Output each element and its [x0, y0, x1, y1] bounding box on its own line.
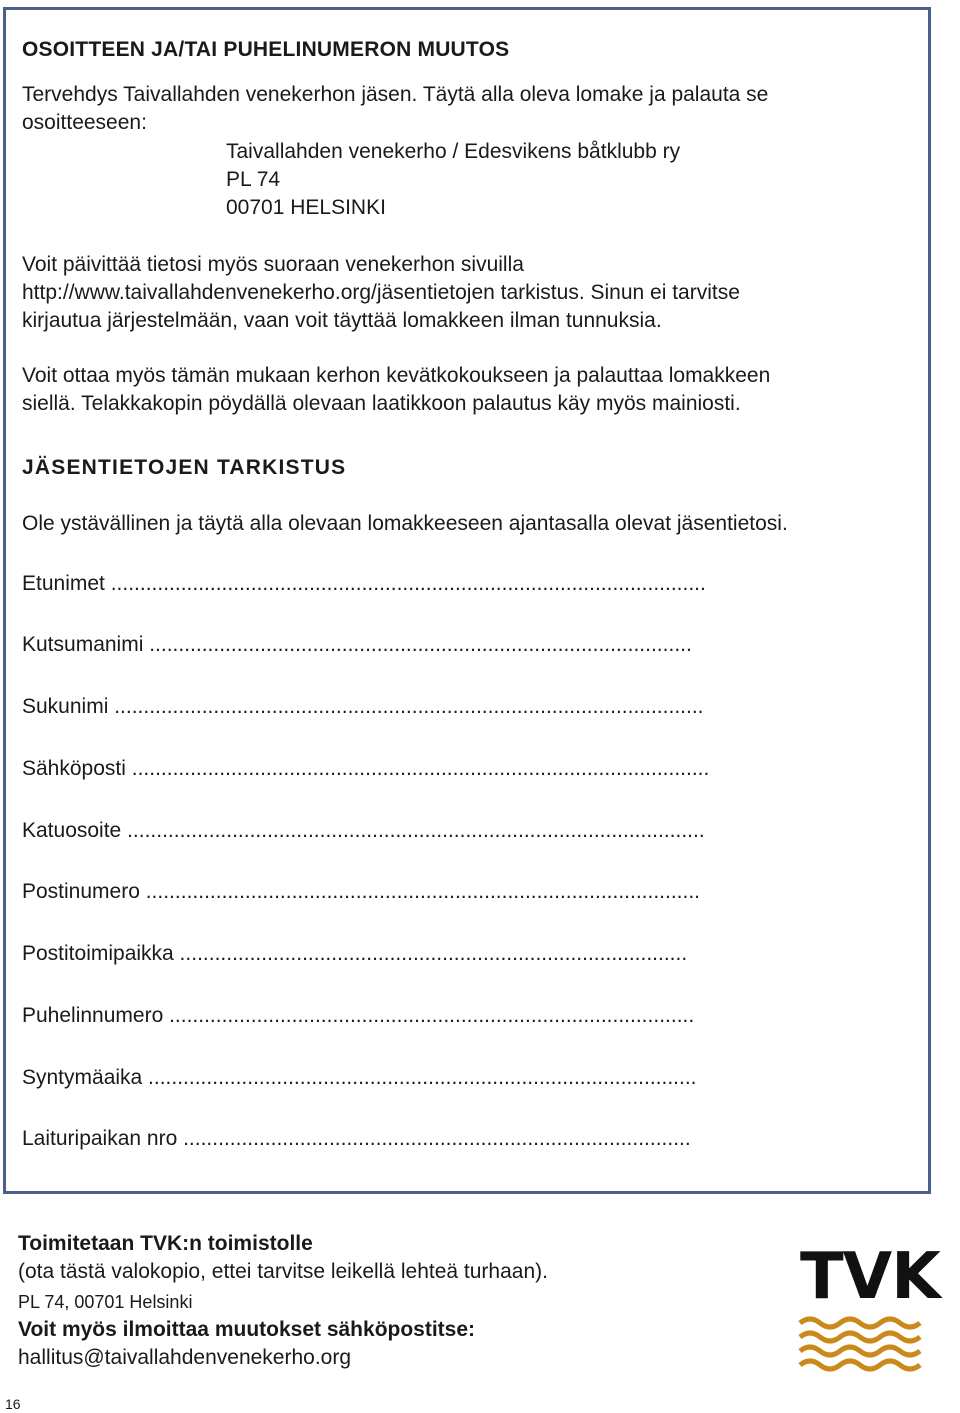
field-sukunimi: Sukunimi .....................................................................................................: [22, 695, 704, 718]
online-text-line-2: http://www.taivallahdenvenekerho.org/jäsentietojen tarkistus. Sinun ei tarvitse: [22, 281, 740, 304]
address-line-1: Taivallahden venekerho / Edesvikens båtklubb ry: [226, 140, 681, 163]
footer-email-heading: Voit myös ilmoittaa muutokset sähköpostitse:: [18, 1318, 476, 1341]
address-line-2: PL 74: [226, 168, 281, 191]
page-number: 16: [5, 1396, 21, 1412]
tvk-logo: [796, 1240, 940, 1375]
meeting-text-line-1: Voit ottaa myös tämän mukaan kerhon kevätkokoukseen ja palauttaa lomakkeen: [22, 364, 771, 387]
meeting-text-line-2: siellä. Telakkakopin pöydällä olevaan laatikkoon palautus käy myös mainiosti.: [22, 392, 741, 415]
section-intro: Ole ystävällinen ja täytä alla olevaan lomakkeeseen ajantasalla olevat jäsentietosi.: [22, 512, 788, 535]
footer-address: PL 74, 00701 Helsinki: [18, 1292, 193, 1312]
tvk-logo-text: TVK: [800, 1240, 940, 1314]
field-postinumero: Postinumero ...............................................................................................: [22, 880, 700, 903]
footer-note: (ota tästä valokopio, ettei tarvitse leikellä lehteä turhaan).: [18, 1260, 548, 1283]
address-line-3: 00701 HELSINKI: [226, 196, 386, 219]
section-title: JÄSENTIETOJEN TARKISTUS: [22, 456, 347, 479]
field-syntymaaika: Syntymäaika ..............................................................................................: [22, 1066, 697, 1089]
field-postitoimipaikka: Postitoimipaikka .......................................................................................: [22, 942, 688, 965]
wave-icon: [796, 1245, 936, 1375]
field-laituripaikan-nro: Laituripaikan nro .......................................................................................: [22, 1127, 691, 1150]
online-text-line-3: kirjautua järjestelmään, vaan voit täyttää lomakkeen ilman tunnuksia.: [22, 309, 662, 332]
online-text-line-1: Voit päivittää tietosi myös suoraan venekerhon sivuilla: [22, 253, 524, 276]
field-puhelinnumero: Puhelinnumero ..........................................................................................: [22, 1004, 695, 1027]
field-katuosoite: Katuosoite ...................................................................................................: [22, 819, 705, 842]
field-etunimet: Etunimet ......................................................................................................: [22, 572, 706, 595]
intro-text-line-1: Tervehdys Taivallahden venekerhon jäsen. Täytä alla oleva lomake ja palauta se: [22, 83, 769, 106]
form-title: OSOITTEEN JA/TAI PUHELINUMERON MUUTOS: [22, 38, 510, 61]
footer-heading: Toimitetaan TVK:n toimistolle: [18, 1232, 313, 1255]
footer-email: hallitus@taivallahdenvenekerho.org: [18, 1346, 352, 1369]
intro-text-line-2: osoitteeseen:: [22, 111, 147, 134]
field-sahkoposti: Sähköposti ...................................................................................................: [22, 757, 710, 780]
field-kutsumanimi: Kutsumanimi .............................................................................................: [22, 633, 692, 656]
